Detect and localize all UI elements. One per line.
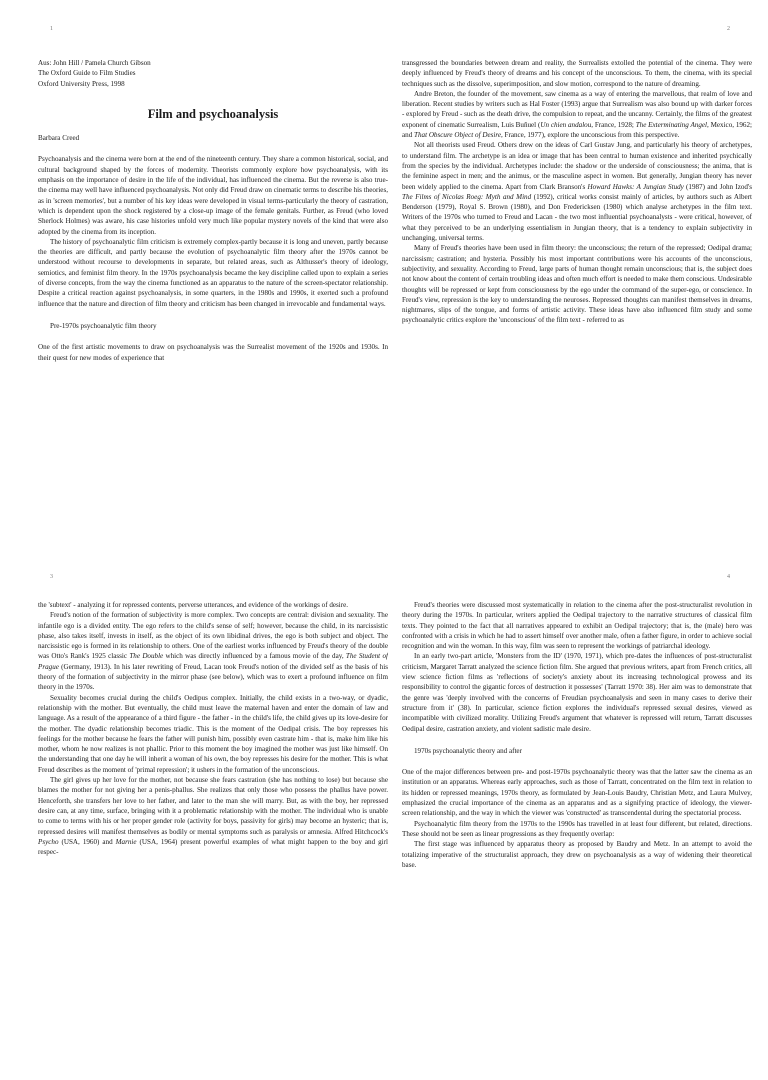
paragraph: Psychoanalytic film theory from the 1970s to the 1990s has travelled in at least four different, but related, directions. These should not be seen as linear progressions as they frequently overlap: <box>402 819 752 838</box>
chapter-author: Barbara Creed <box>38 134 80 143</box>
paragraph <box>402 140 752 243</box>
text-run: Andre Breton, the founder of the movement, saw cinema as a way of entering the marvellous, that realm of love and liberation. Recent studies by writers such as Hal Foster (1993) argue that Surrealism was also bound up with darker forces - explored by Freud - such as the death drive, the compulsion to repeat, and the uncanny. Certainly, the films of the greatest exponent of cinematic Surrealism, Luis Buñuel ( <box>402 89 752 129</box>
text-run: (Germany, 1913). In his later rewriting of Freud, Lacan took Freud's notion of the divided self as the basis of his theory of the formation of subjectivity in the mirror phase (see below), which was to exert a profound influence on film theory in the 1970s. <box>38 662 388 692</box>
page-2 <box>402 24 752 532</box>
paragraph: transgressed the boundaries between dream and reality, the Surrealists extolled the potential of the cinema. They were deeply influenced by Freud's theory of dreams and his concept of the unconscious. To them, the cinema, with its special techniques such as the dissolve, superimposition, and slow motion, correspond to the nature of dreaming. <box>402 59 752 88</box>
film-title: Psycho <box>38 837 59 846</box>
paragraph: The first stage was influenced by apparatus theory as proposed by Baudry and Metz. In an attempt to avoid the totalizing imperative of the structuralist approach, they drew on psychoanalysis as a way of widening their theoretical base. <box>402 840 752 869</box>
paragraph <box>38 775 388 857</box>
film-title: The Exterminating Angel <box>635 120 707 129</box>
paragraph: Psychoanalysis and the cinema were born at the end of the nineteenth century. They share a common historical, social, and cultural background shaped by the forces of modernity. Theorists commonly explore how psychoanalysis, with its emphasis on the importance of desire in the life of the individual, has influenced the cinema. But the reverse is also true-the cinema may well have influenced psychoanalysis. Not only did Freud draw on cinematic terms to describe his theories, as in 'screen memories', but a number of his key ideas were developed in visual terms-particularly the theory of castration, which is dependent upon the shock registered by a close-up image of the female genitals. Further, as Freud (who loved Sherlock Holmes) was aware, his case histories unfold very much like popular mystery novels of the kind that were also adopted by the cinema from its inception. <box>38 155 388 236</box>
text-run: (1992), critical works consist mainly of articles, by authors such as Albert Benderson (1979), Royal S. Brown (1980), and Don Fredericksen (1980) which analyse archetypes in the film text. Writers of the 1970s who turned to Freud and Lacan - the two most influential psychoanalysts - were critical, however, of what they perceived to be an underlying essentialism in Jungian theory, that is a tendency to explain subjectivity in unchanging, universal terms. <box>402 192 752 243</box>
page-1 <box>38 24 388 532</box>
text-run: which was directly influenced by a famous movie of the day, <box>163 652 346 661</box>
page-number: 3 <box>50 574 53 580</box>
source-citation <box>38 58 388 89</box>
section-heading: Pre-1970s psychoanalytic film theory <box>50 321 157 330</box>
paragraph: the 'subtext' - analyzing it for repressed contents, perverse utterances, and evidence of the workings of desire. <box>38 601 349 609</box>
paragraph: One of the major differences between pre- and post-1970s psychoanalytic theory was that the latter saw the cinema as an institution or an apparatus. Whereas early approaches, such as those of Tarratt, concentrated on the film text in relation to its hidden or repressed meanings, 1970s theory, as formulated by Jean-Louis Baudry, Christian Metz, and Laura Mulvey, emphasized the crucial importance of the cinema as an apparatus and as a signifying practice of ideology, the viewer-screen relationship, and the way in which the viewer was 'constructed' as transcendental during the spectatorial process. <box>402 768 752 818</box>
paragraph: Sexuality becomes crucial during the child's Oedipus complex. Initially, the child exists in a two-way, or dyadic, relationship with the mother. But eventually, the child must leave the maternal haven and enter the domain of law and language. As a result of the appearance of a third figure - the father - in the child's life, the child gives up its love-desire for the mother. The dyadic relationship becomes triadic. This is the moment of the Oedipal crisis. The boy represses his feelings for the mother because he fears the father will punish him, possibly even castrate him - that is, make him like his mother, whom he now realizes is not phallic. Prior to this moment the boy imagined the mother was just like himself. On the understanding that one day he will inherit a woman of his own, the boy represses his desire for the mother. This is what Freud describes as the moment of 'primal repression'; it ushers in the formation of the unconscious. <box>38 693 388 774</box>
paragraph <box>402 89 752 140</box>
film-title: The Student of Prague <box>38 652 388 671</box>
film-title: Un chien andalou <box>540 120 592 129</box>
paragraph: The history of psychoanalytic film criticism is extremely complex-partly because it is long and uneven, partly because the theories are difficult, and partly because the evolution of psychoanalytic film theory after the 1970s cannot be understood without recourse to developments in separate, but related areas, such as Althusser's theory of ideology, semiotics, and feminist film theory. In the 1970s psychoanalysis became the key discipline called upon to explain a series of diverse concepts, from the way the cinema functioned as an apparatus to the nature of the screen-spectator relationship. Despite a critical reaction against psychoanalysis, in some quarters, in the 1980s and 1990s, it exerted such a profound influence that the nature and direction of film theory and criticism has been changed in irrevocable and fundamental ways. <box>38 237 388 308</box>
film-title: Marnie <box>115 837 137 846</box>
book-title: The Double <box>129 652 164 661</box>
text-run: Freud's notion of the formation of subjectivity is more complex. Two concepts are central: division and sexuality. The infantile ego is a divided entity. The ego refers to the child's sense of self; however, because the child, in its narcissistic phase, also takes itself, invests in itself, as the object of its own libidinal drives, the ego is both subject and object. The narcissistic ego is formed in its relationship to others. One of the earliest works influenced by Freud's theory of the double was Otto's Rank's 1925 classic <box>38 611 388 661</box>
paragraph <box>38 610 388 692</box>
paragraph: In an early two-part article, 'Monsters from the ID' (1970, 1971), which pre-dates the influences of post-structuralist criticism, Margaret Tarratt analyzed the science fiction film. She argued that previous writers, apart from French critics, all view science fiction films as 'reflections of society's anxiety about its increasing technological prowess and its responsibility to control the gigantic forces of destruction it possesses' (Tarratt 1970: 38). Her aim was to demonstrate that the genre was 'deeply involved with the concerns of Freudian psychoanalysis and seen in many cases to derive their structure from it' (38). In particular, science fiction explores the individual's repressed sexual desires, viewed as incompatible with civilized morality. Utilizing Freud's argument that whatever is repressed will return, Tarratt discusses Oedipal desire, castration anxiety, and violent sadistic male desire. <box>402 652 752 733</box>
citation-line: Oxford University Press, 1998 <box>38 79 125 88</box>
page-number: 1 <box>50 26 53 32</box>
section-heading: 1970s psychoanalytic theory and after <box>414 746 522 755</box>
text-run: , France, 1928; <box>591 120 636 129</box>
text-run: , France, 1977), explore the unconscious from this perspective. <box>500 131 680 140</box>
book-title: The Films of Nicolas Roeg: Myth and Mind <box>402 192 532 201</box>
page-number: 2 <box>727 26 730 32</box>
text-run: (1987) and John Izod's <box>683 182 752 191</box>
text-run: Not all theorists used Freud. Others drew on the ideas of Carl Gustav Jung, and particularly his theory of archetypes, to understand film. The archetype is an idea or image that has been central to human existence and inherited psychically from the species by the individual. Archetypes include: the shadow or the underside of consciousness; the anima, that is the feminine aspect in men; and the animus, or the masculine aspect in women. But generally, Jungian theory has never been widely applied to the cinema. Apart from Clark Branson's <box>402 141 752 191</box>
page-3 <box>38 572 388 1080</box>
paragraph: Freud's theories were discussed most systematically in relation to the cinema after the post-structuralist revolution in theory during the 1970s. In particular, writers applied the Oedipal trajectory to the narrative structures of classical film texts. They pointed to the fact that all narratives appeared to exhibit an Oedipal trajectory; that is, the (male) hero was confronted with a crisis in which he had to assert himself over another male, often a father figure, in order to achieve social recognition and win the woman. In this way, film was seen to represent the workings of patriarchal ideology. <box>402 601 752 651</box>
page-number: 4 <box>727 574 730 580</box>
text-run: The girl gives up her love for the mother, not because she fears castration (she has nothing to lose) but because she blames the mother for not giving her a penis-phallus. She realizes that only those who possess the phallus have power. Henceforth, she transfers her love to her father, and later to the man she will marry. But, as with the boy, her repressed desire can, at any time, surface, bringing with it a problematic relationship with the mother. The individual who is unable to come to terms with his or her proper gender role (activity for boys, passivity for girls) may become an hysteric; that is, repressed desires will manifest themselves as bodily or mental symptoms such as paralysis or amnesia. Alfred Hitchcock's <box>38 776 388 836</box>
text-run: , Mexico, 1962; and <box>402 120 752 140</box>
paragraph: One of the first artistic movements to draw on psychoanalysis was the Surrealist movement of the 1920s and 1930s. In their quest for new modes of experience that <box>38 343 388 362</box>
text-run: (USA, 1964) present powerful examples of what might happen to the boy and girl respec- <box>38 837 388 857</box>
citation-line: The Oxford Guide to Film Studies <box>38 69 136 78</box>
book-title: Howard Hawks: A Jungian Study <box>587 182 684 191</box>
text-run: (USA, 1960) and <box>58 837 116 846</box>
film-title: That Obscure Object of Desire <box>414 131 501 140</box>
page-4 <box>402 572 752 1080</box>
citation-line: Aus: John Hill / Pamela Church Gibson <box>38 59 151 67</box>
paragraph: Many of Freud's theories have been used in film theory: the unconscious; the return of the repressed; Oedipal drama; narcissism; castration; and hysteria. Possibly his most important contributions were his accounts of the unconscious, subjectivity, and sexuality. According to Freud, large parts of human thought remain unconscious; that is, the subject does not know about the content of certain troubling ideas and often much effort is needed to make them conscious. Undesirable thoughts will be repressed or kept from consciousness by the ego under the command of the super-ego, or conscience. In Freud's view, repression is the key to understanding the neuroses. Repressed thoughts can manifest themselves in dreams, nightmares, slips of the tongue, and forms of artistic activity. These ideas have also influenced film study and some psychoanalytic critics explore the 'unconscious' of the film text - referred to as <box>402 244 752 325</box>
chapter-title: Film and psychoanalysis <box>147 106 279 121</box>
